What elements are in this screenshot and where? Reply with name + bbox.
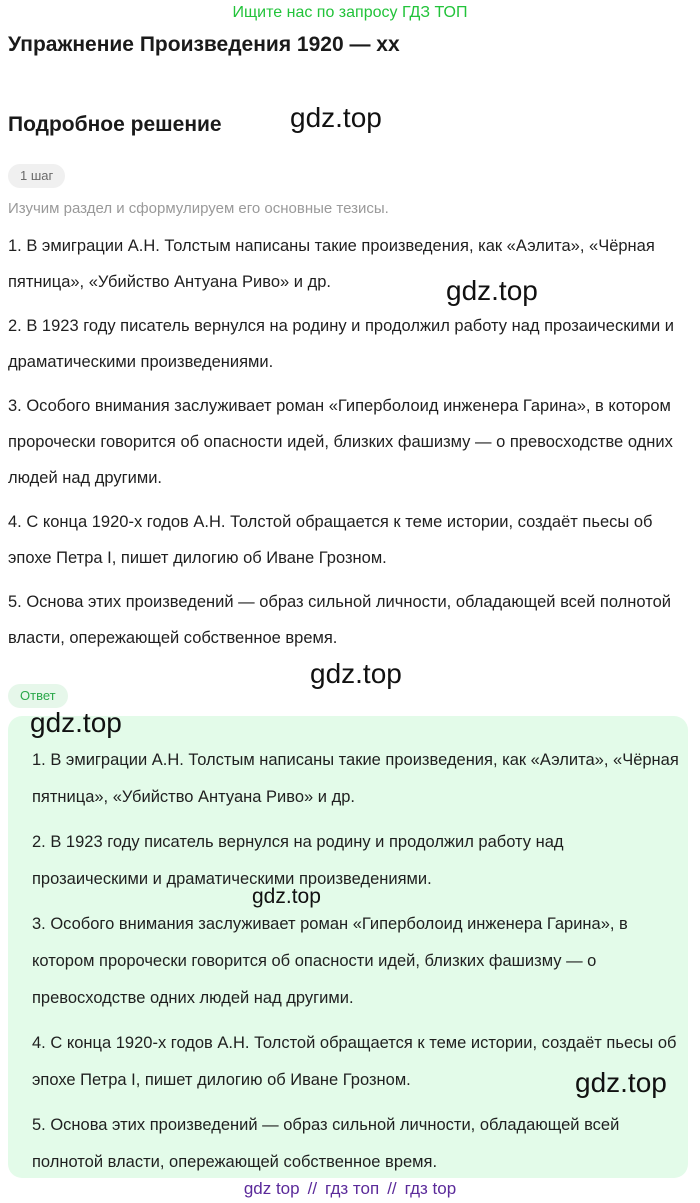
- watermark: gdz.top: [575, 1067, 667, 1098]
- solution-paragraph: 1. В эмиграции А.Н. Толстым написаны такие произведения, как «Аэлита», «Чёрная пятница», «Убийство Антуана Риво» и др.: [8, 237, 655, 291]
- solution-paragraph: 5. Основа этих произведений — образ сильной личности, обладающей всей полнотой власти, опережающей собственное время.: [8, 593, 671, 647]
- answer-paragraph: 1. В эмиграции А.Н. Толстым написаны такие произведения, как «Аэлита», «Чёрная пятница», «Убийство Антуана Риво» и др.: [32, 751, 679, 806]
- watermark: gdz.top: [30, 707, 122, 738]
- answer-paragraph: 3. Особого внимания заслуживает роман «Гиперболоид инженера Гарина», в котором пророчески говорится об опасности идей, близких фашизму — о превосходстве одних людей над другими.: [32, 915, 628, 1007]
- step-badge: 1 шаг: [8, 164, 65, 188]
- solution-paragraph: 4. С конца 1920-х годов А.Н. Толстой обращается к теме истории, создаёт пьесы об эпохе Петра I, пишет дилогию об Иване Грозном.: [8, 513, 653, 567]
- section-title: Подробное решение: [8, 113, 222, 136]
- solution-body: [8, 228, 690, 664]
- footer-link-gdz-top-ru[interactable]: гдз топ: [325, 1179, 380, 1198]
- watermark: gdz.top: [290, 102, 382, 133]
- watermark: gdz.top: [310, 658, 402, 689]
- answer-paragraph: 5. Основа этих произведений — образ сильной личности, обладающей всей полнотой власти, опережающей собственное время.: [32, 1116, 620, 1171]
- answer-paragraph: 2. В 1923 году писатель вернулся на родину и продолжил работу над прозаическими и драматическими произведениями.: [32, 833, 564, 888]
- watermark: gdz.top: [252, 885, 321, 908]
- footer-link-gdz-top-mixed[interactable]: гдз top: [404, 1179, 457, 1198]
- step-intro: Изучим раздел и сформулируем его основные тезисы.: [8, 200, 389, 217]
- answer-paragraph: 4. С конца 1920-х годов А.Н. Толстой обращается к теме истории, создаёт пьесы об эпохе Петра I, пишет дилогию об Иване Грозном.: [32, 1034, 677, 1089]
- solution-paragraph: 3. Особого внимания заслуживает роман «Гиперболоид инженера Гарина», в котором пророчески говорится об опасности идей, близких фашизму — о превосходстве одних людей над другими.: [8, 397, 673, 487]
- solution-paragraph: 2. В 1923 году писатель вернулся на родину и продолжил работу над прозаическими и драматическими произведениями.: [8, 317, 675, 371]
- search-hint-banner: Ищите нас по запросу ГДЗ ТОП: [232, 4, 468, 21]
- footer-separator: //: [387, 1179, 397, 1198]
- watermark: gdz.top: [446, 275, 538, 306]
- footer-separator: //: [307, 1179, 318, 1198]
- page-title: Упражнение Произведения 1920 — xx: [8, 33, 400, 56]
- answer-body: [32, 742, 682, 1189]
- answer-badge: Ответ: [8, 684, 68, 708]
- footer-link-gdz-top[interactable]: gdz top: [243, 1179, 300, 1198]
- footer-links: [0, 1177, 700, 1201]
